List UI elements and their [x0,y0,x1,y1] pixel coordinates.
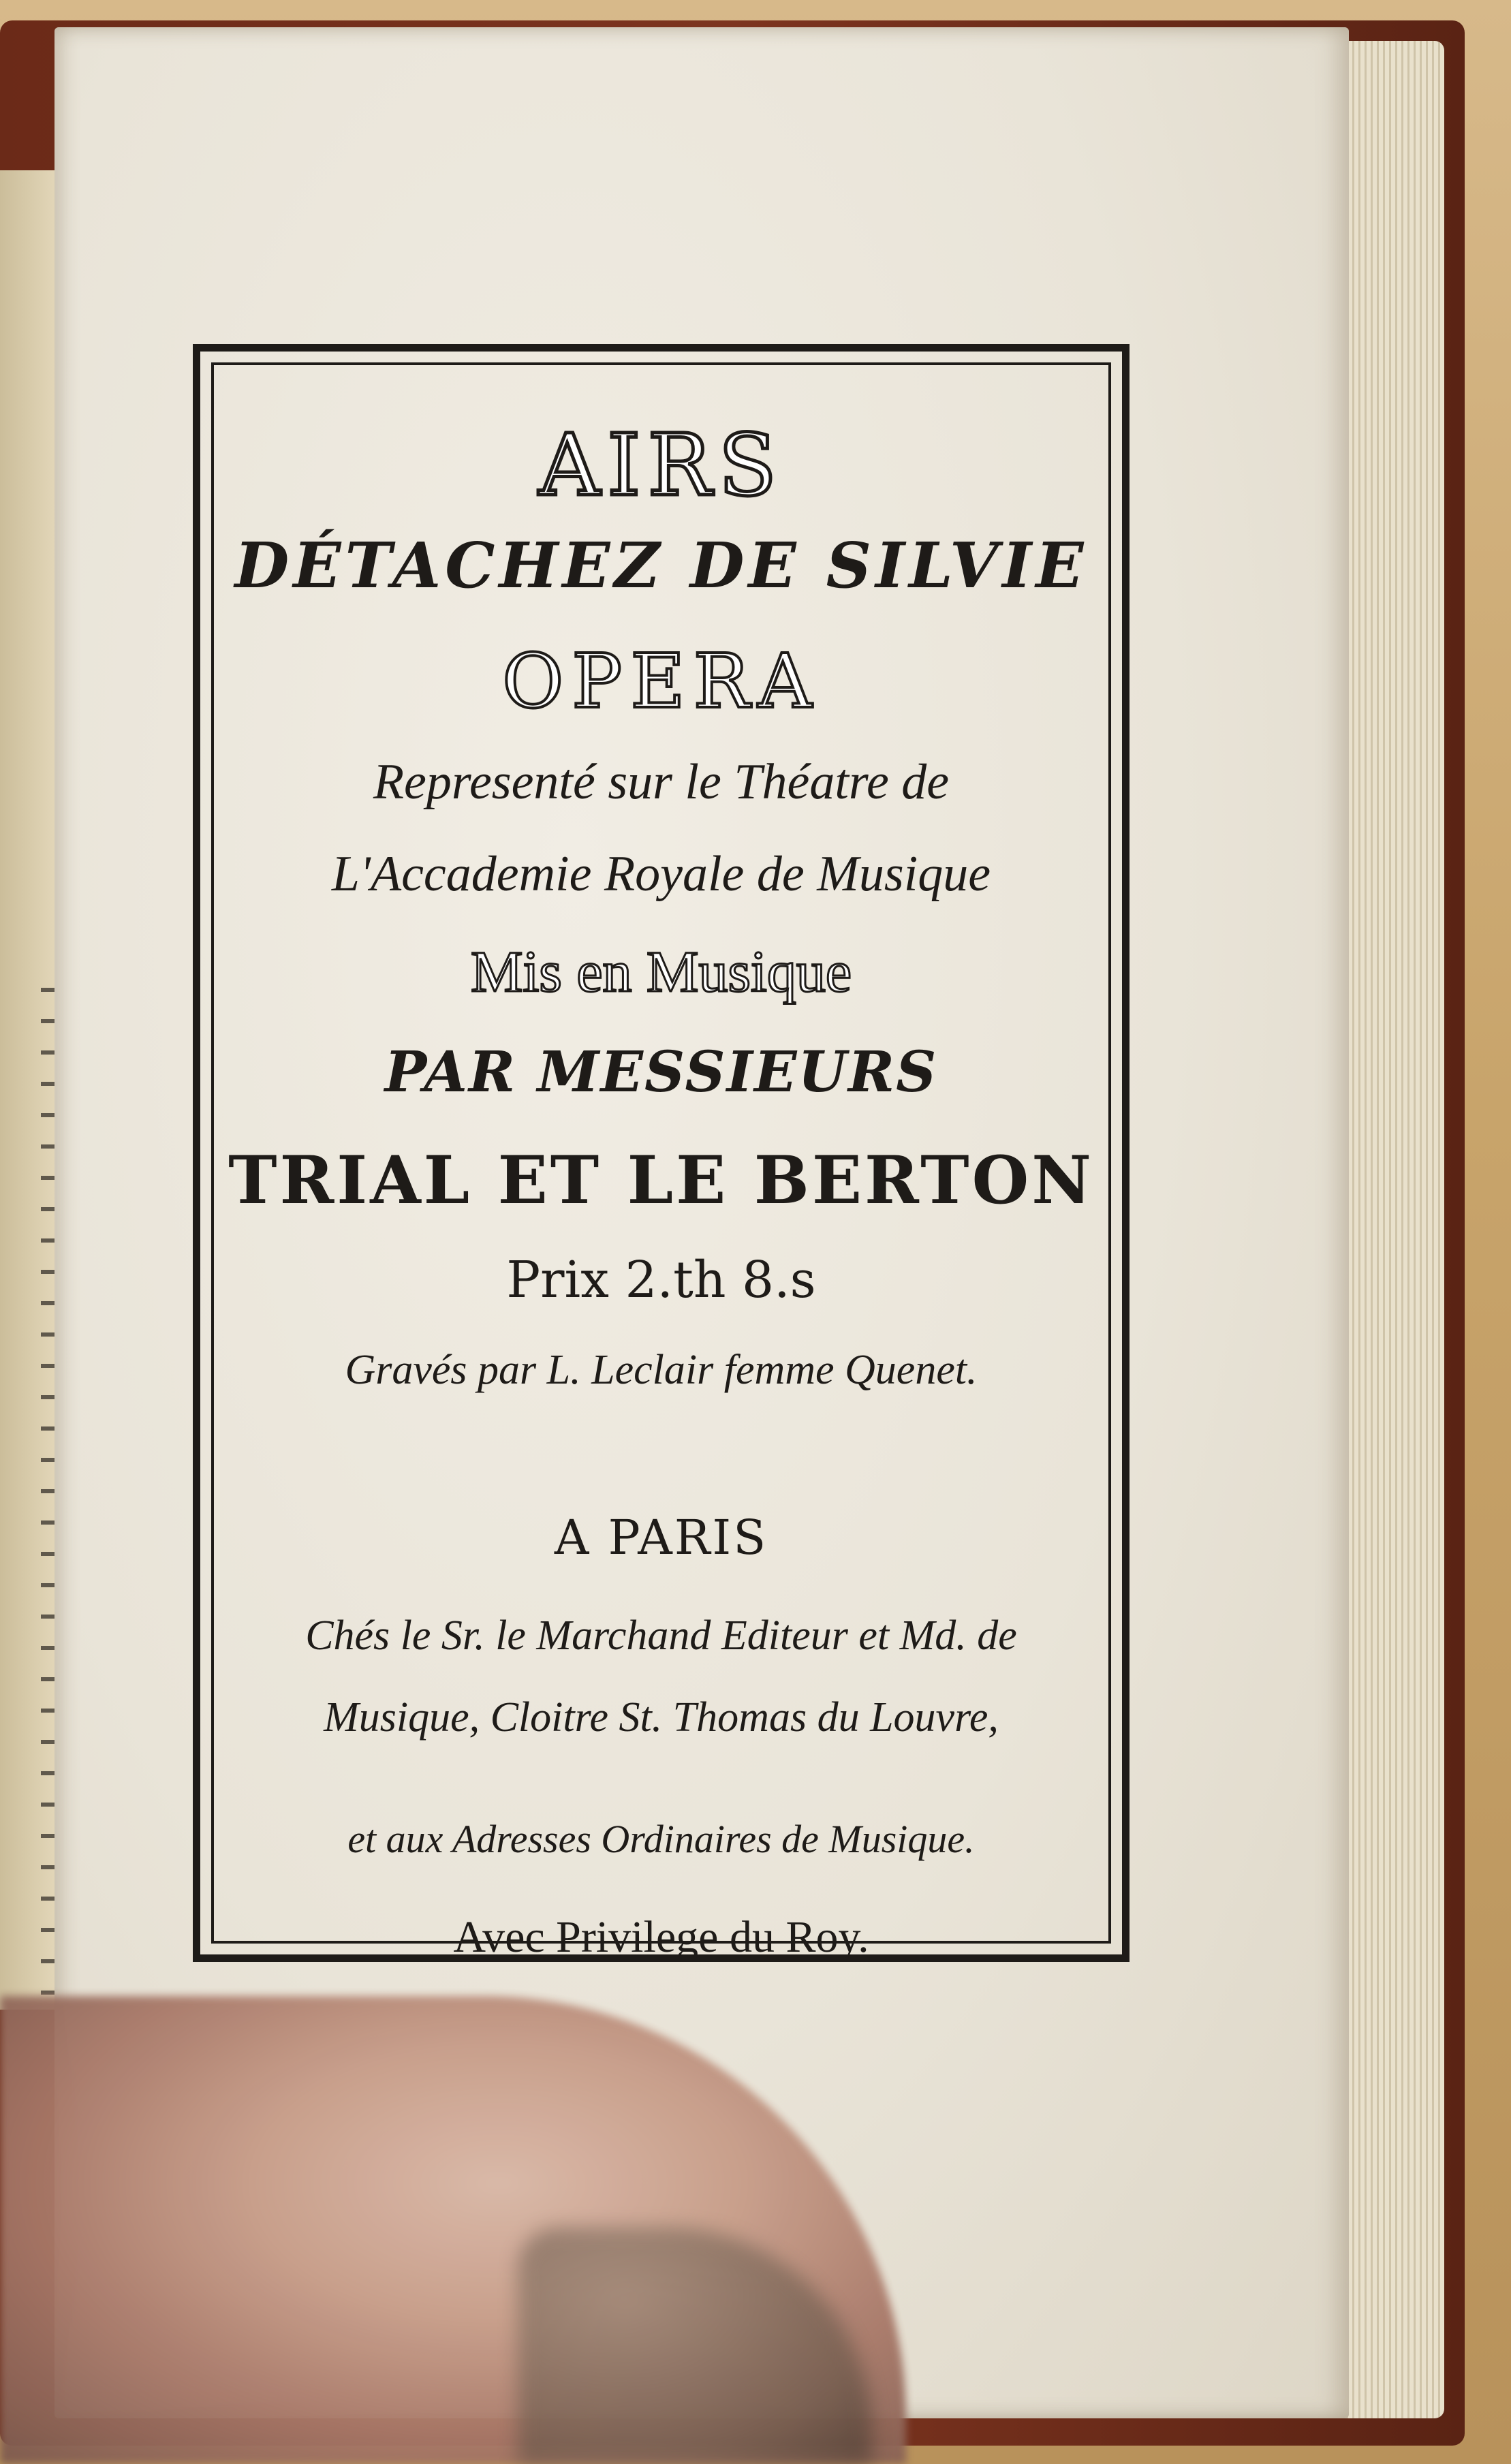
title-airs: AIRS [538,416,784,515]
title-frame [193,344,1130,1962]
engraver: Gravés par L. Leclair femme Quenet. [345,1347,978,1393]
composers: TRIAL ET LE BERTON [228,1142,1094,1219]
par-messieurs: PAR MESSIEURS [384,1040,938,1105]
subtitle-accademie: L'Accademie Royale de Musique [331,846,991,902]
title-detachez: DÉTACHEZ DE SILVIE [234,529,1088,602]
subtitle-mis-en-musique: Mis en Musique [471,939,852,1004]
price: Prix 2.th 8.s [506,1251,816,1309]
publisher-line-2: Musique, Cloitre St. Thomas du Louvre, [324,1694,999,1741]
left-page-marks [41,988,54,2010]
place: A PARIS [554,1510,768,1565]
subtitle-represente: Representé sur le Théatre de [373,754,950,810]
publisher-line-1: Chés le Sr. le Marchand Editeur et Md. de [305,1612,1017,1659]
privilege: Avec Privilege du Roy. [453,1912,869,1962]
addresses: et aux Adresses Ordinaires de Musique. [347,1817,975,1861]
title-opera: OPERA [502,638,820,725]
title-frame-inner [211,362,1111,1962]
